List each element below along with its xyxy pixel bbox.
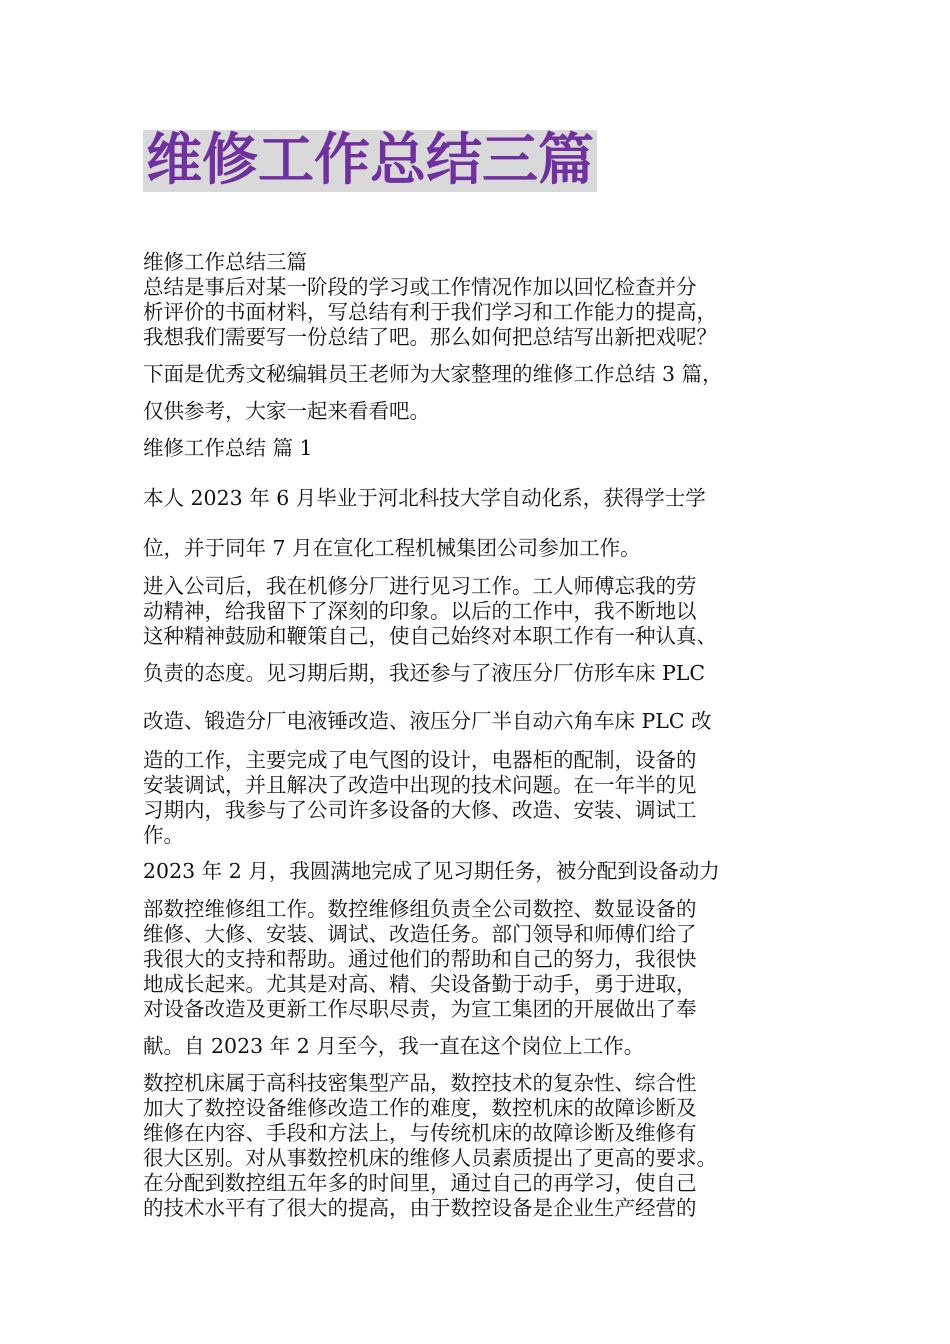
paragraph-line: 这种精神鼓励和鞭策自己，使自己始终对本职工作有一种认真、 [143, 624, 717, 648]
paragraph-line: 进入公司后，我在机修分厂进行见习工作。工人师傅忘我的劳 [143, 574, 697, 598]
subtitle-line: 维修工作总结三篇 [143, 250, 307, 274]
paragraph-line: 对设备改造及更新工作尽职尽责，为宣工集团的开展做出了奉 [143, 997, 697, 1021]
paragraph-line: 维修、大修、安装、调试、改造任务。部门领导和师傅们给了 [143, 922, 697, 946]
paragraph-line: 总结是事后对某一阶段的学习或工作情况作加以回忆检查并分 [143, 275, 697, 299]
paragraph-line: 加大了数控设备维修改造工作的难度，数控机床的故障诊断及 [143, 1096, 697, 1120]
paragraph-line: 动精神，给我留下了深刻的印象。以后的工作中，我不断地以 [143, 599, 697, 623]
paragraph-line: 仅供参考，大家一起来看看吧。 [143, 399, 430, 423]
paragraph-line: 析评价的书面材料，写总结有利于我们学习和工作能力的提高， [143, 300, 717, 324]
paragraph-line: 数控机床属于高科技密集型产品，数控技术的复杂性、综合性 [143, 1071, 697, 1095]
paragraph-line: 改造、锻造分厂电液锤改造、液压分厂半自动六角车床 PLC 改 [143, 709, 712, 733]
paragraph-line: 负责的态度。见习期后期，我还参与了液压分厂仿形车床 PLC [143, 661, 706, 685]
paragraph-line: 部数控维修组工作。数控维修组负责全公司数控、数显设备的 [143, 897, 697, 921]
paragraph-line: 作。 [143, 823, 184, 847]
paragraph-line: 在分配到数控组五年多的时间里，通过自己的再学习，使自己 [143, 1171, 697, 1195]
paragraph-line: 造的工作，主要完成了电气图的设计，电器柜的配制，设备的 [143, 748, 697, 772]
paragraph-line: 我很大的支持和帮助。通过他们的帮助和自己的努力，我很快 [143, 947, 697, 971]
paragraph-line: 下面是优秀文秘编辑员王老师为大家整理的维修工作总结 3 篇， [143, 362, 723, 386]
paragraph-line: 位，并于同年 7 月在宣化工程机械集团公司参加工作。 [143, 536, 641, 560]
paragraph-line: 本人 2023 年 6 月毕业于河北科技大学自动化系，获得学士学 [143, 486, 706, 510]
paragraph-line: 我想我们需要写一份总结了吧。那么如何把总结写出新把戏呢？ [143, 325, 717, 349]
paragraph-line: 习期内，我参与了公司许多设备的大修、改造、安装、调试工 [143, 798, 697, 822]
section-heading: 维修工作总结 篇 1 [143, 436, 313, 460]
paragraph-line: 维修在内容、手段和方法上，与传统机床的故障诊断及维修有 [143, 1121, 697, 1145]
paragraph-line: 很大区别。对从事数控机床的维修人员素质提出了更高的要求。 [143, 1146, 717, 1170]
document-title: 维修工作总结三篇 [143, 130, 597, 192]
paragraph-line: 2023 年 2 月，我圆满地完成了见习期任务，被分配到设备动力 [143, 859, 720, 883]
paragraph-line: 的技术水平有了很大的提高，由于数控设备是企业生产经营的 [143, 1196, 697, 1220]
paragraph-line: 地成长起来。尤其是对高、精、尖设备勤于动手，勇于进取， [143, 972, 697, 996]
paragraph-line: 安装调试，并且解决了改造中出现的技术问题。在一年半的见 [143, 773, 697, 797]
paragraph-line: 献。自 2023 年 2 月至今，我一直在这个岗位上工作。 [143, 1034, 645, 1058]
